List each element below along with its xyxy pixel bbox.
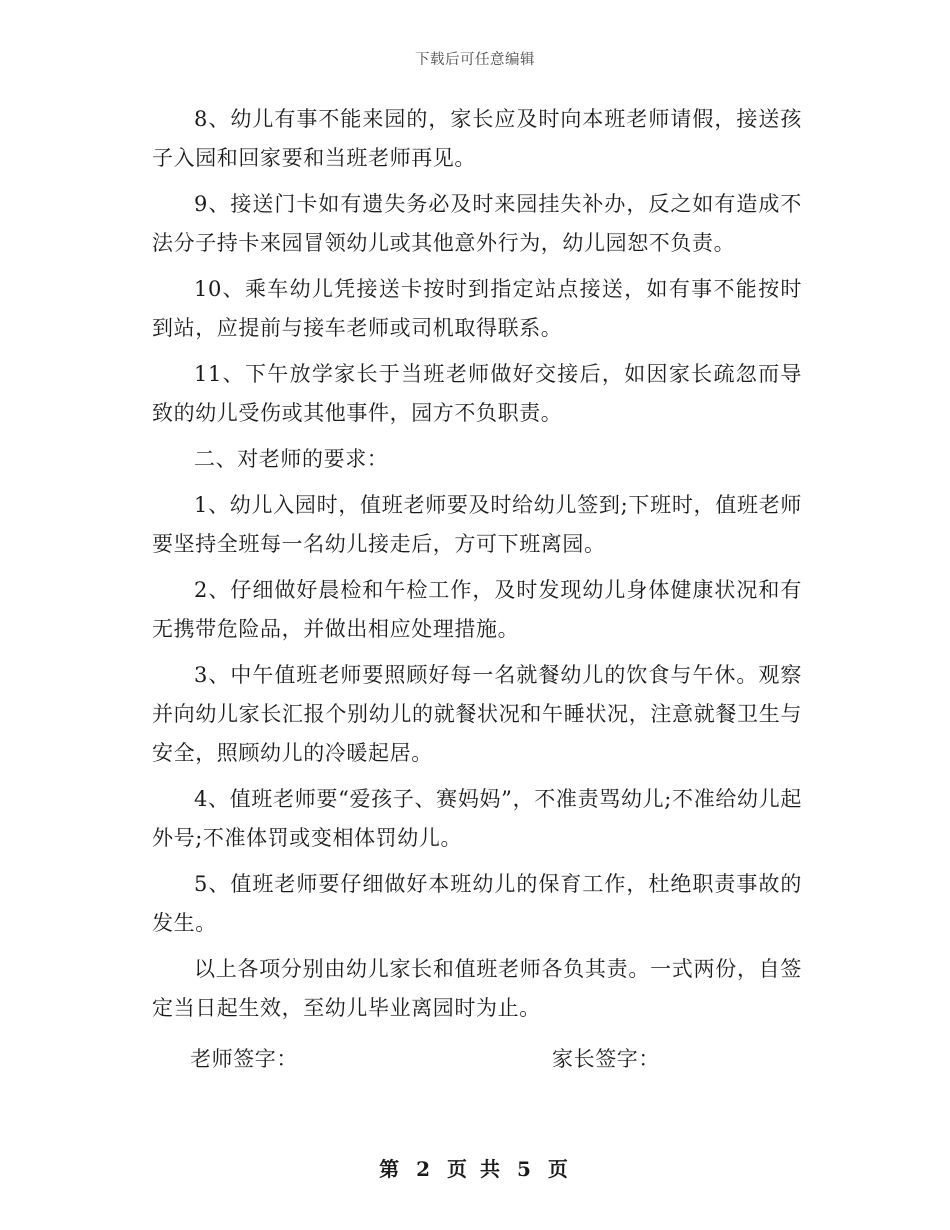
paragraph: 2、仔细做好晨检和午检工作，及时发现幼儿身体健康状况和有无携带危险品，并做出相应处理措施。 xyxy=(152,578,802,641)
paragraph: 以上各项分别由幼儿家长和值班老师各负其责。一式两份，自签定当日起生效，至幼儿毕业离园时为止。 xyxy=(152,957,802,1020)
document-body xyxy=(152,100,802,1082)
paragraph: 11、下午放学家长于当班老师做好交接后，如因家长疏忽而导致的幼儿受伤或其他事件，园方不负职责。 xyxy=(152,362,802,425)
paragraph: 8、幼儿有事不能来园的，家长应及时向本班老师请假，接送孩子入园和回家要和当班老师再见。 xyxy=(152,107,802,170)
paragraph: 10、乘车幼儿凭接送卡按时到指定站点接送，如有事不能按时到站，应提前与接车老师或司机取得联系。 xyxy=(152,277,802,340)
paragraph: 3、中午值班老师要照顾好每一名就餐幼儿的饮食与午休。观察并向幼儿家长汇报个别幼儿的就餐状况和午睡状况，注意就餐卫生与安全，照顾幼儿的冷暖起居。 xyxy=(152,663,802,765)
paragraph: 4、值班老师要“爱孩子、赛妈妈”，不准责骂幼儿;不准给幼儿起外号;不准体罚或变相体罚幼儿。 xyxy=(152,787,802,850)
section-heading: 二、对老师的要求： xyxy=(194,447,389,471)
header-watermark-note: 下载后可任意编辑 xyxy=(415,52,535,68)
signature-row xyxy=(152,1040,802,1082)
teacher-signature-label: 老师签字： xyxy=(190,1047,298,1071)
footer-total-pages: 5 xyxy=(516,1157,534,1181)
footer-middle: 页 共 xyxy=(447,1157,503,1181)
footer-prefix: 第 xyxy=(379,1157,403,1181)
footer-current-page: 2 xyxy=(416,1157,434,1181)
paragraph: 5、值班老师要仔细做好本班幼儿的保育工作，杜绝职责事故的发生。 xyxy=(152,872,802,935)
paragraph: 9、接送门卡如有遗失务必及时来园挂失补办，反之如有造成不法分子持卡来园冒领幼儿或其他意外行为，幼儿园恕不负责。 xyxy=(152,192,802,255)
paragraph: 1、幼儿入园时，值班老师要及时给幼儿签到;下班时，值班老师要坚持全班每一名幼儿接走后，方可下班离园。 xyxy=(152,493,802,556)
footer-suffix: 页 xyxy=(547,1157,571,1181)
parent-signature-label: 家长签字： xyxy=(552,1047,660,1071)
page-footer xyxy=(0,1153,950,1182)
